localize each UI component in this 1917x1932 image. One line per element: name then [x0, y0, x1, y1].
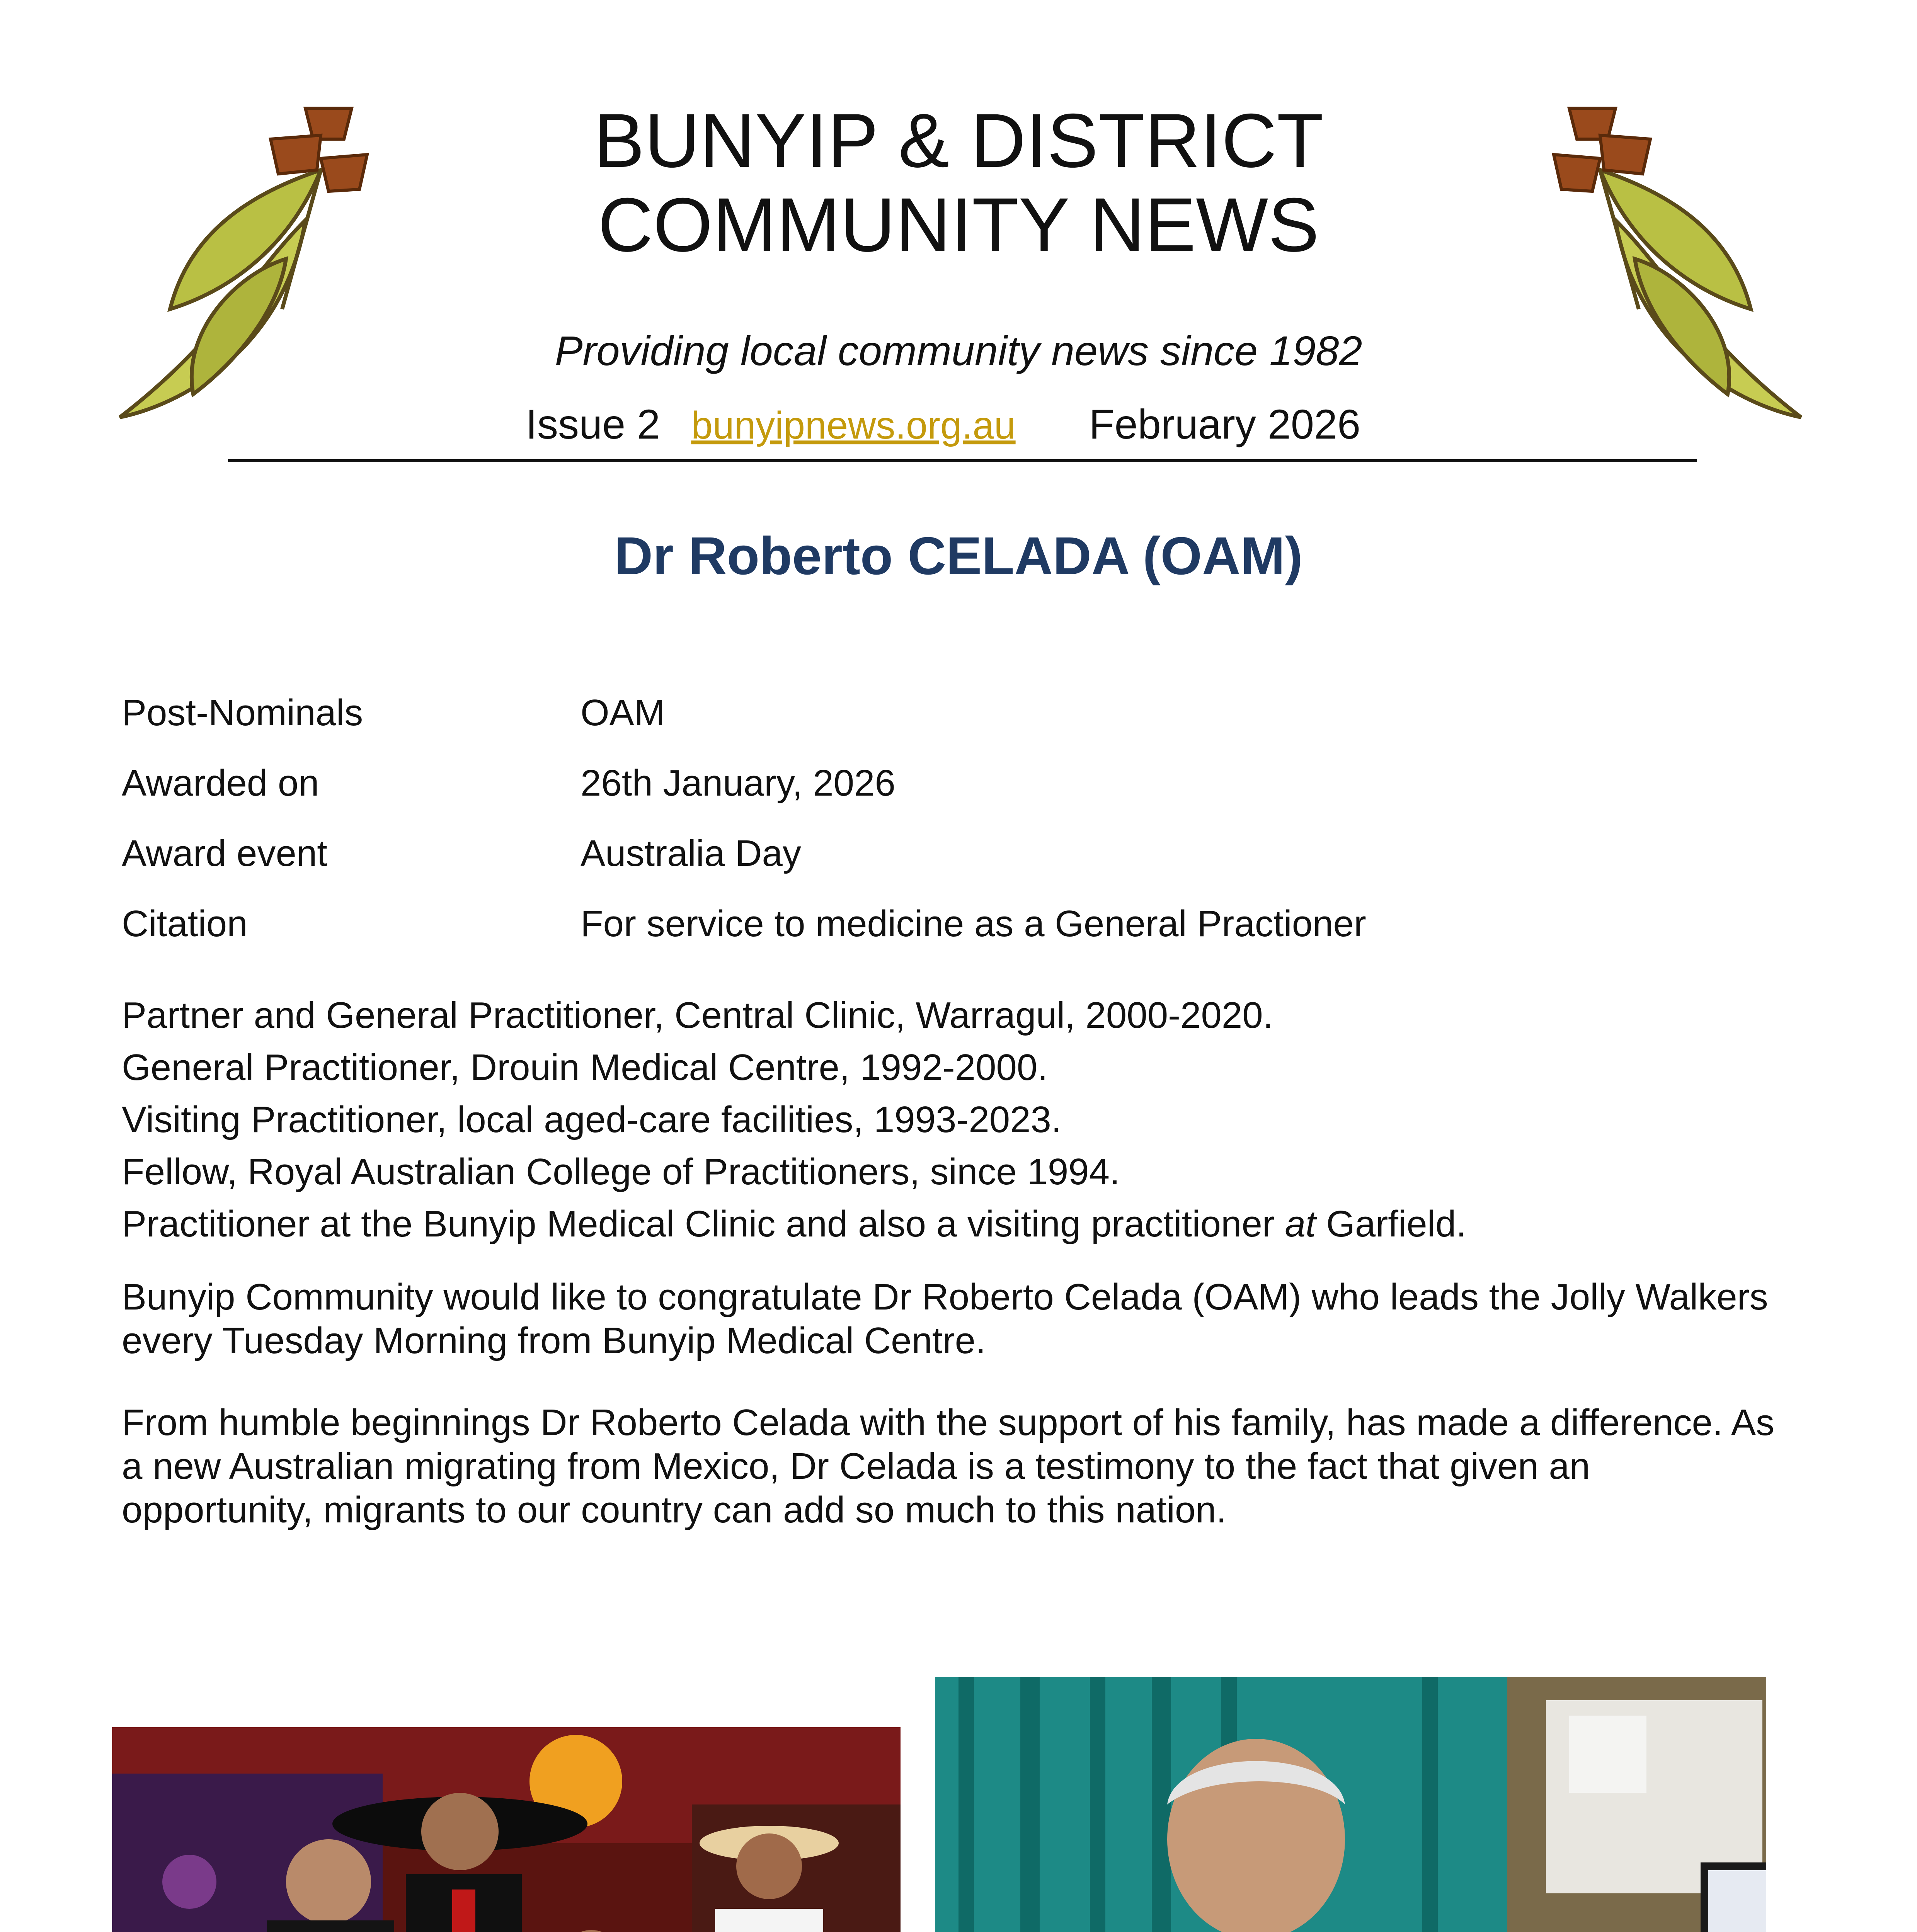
- gum-leaf-illustration-left: [104, 93, 375, 433]
- fact-value: Australia Day: [581, 833, 801, 874]
- masthead-title-line1: BUNYIP & DISTRICT: [593, 98, 1324, 183]
- masthead-title-line2: COMMUNITY NEWS: [598, 182, 1319, 267]
- website-link[interactable]: bunyipnews.org.au: [691, 404, 1016, 447]
- masthead-divider: [228, 459, 1697, 462]
- fact-row: [122, 832, 1366, 903]
- doctor-photo: [935, 1677, 1766, 1932]
- fact-value: For service to medicine as a General Practioner: [581, 903, 1366, 944]
- fact-row: [122, 903, 1366, 973]
- issue-number: Issue 2: [526, 401, 661, 447]
- background-paragraph: From humble beginnings Dr Roberto Celada with the support of his family, has made a difference. As a new Australian migrating from Mexico, Dr Celada is a testimony to the fact that given an opportunity, migrants to our country can add so much to this nation.: [122, 1402, 1774, 1531]
- article-headline: Dr Roberto CELADA (OAM): [614, 526, 1303, 586]
- issue-line: [526, 400, 1360, 448]
- fact-label: Citation: [122, 903, 248, 944]
- gum-leaf-illustration-right: [1546, 93, 1817, 433]
- family-photo: [112, 1727, 901, 1932]
- position-item-last: Practitioner at the Bunyip Medical Clinic and also a visiting practitioner at Garfield.: [122, 1203, 1467, 1245]
- fact-value: 26th January, 2026: [581, 762, 896, 804]
- fact-label: Post-Nominals: [122, 692, 363, 733]
- masthead-title: [386, 99, 1531, 267]
- position-item: Fellow, Royal Australian College of Practitioners, since 1994.: [122, 1151, 1120, 1192]
- congratulations-paragraph: Bunyip Community would like to congratulate Dr Roberto Celada (OAM) who leads the Jolly Walkers every Tuesday Morning from Bunyip Medical Centre.: [122, 1276, 1768, 1361]
- fact-label: Awarded on: [122, 762, 319, 804]
- issue-date: February 2026: [1089, 401, 1361, 447]
- position-item: General Practitioner, Drouin Medical Centre, 1992-2000.: [122, 1047, 1048, 1088]
- tagline: Providing local community news since 1982: [555, 327, 1362, 374]
- fact-row: [122, 762, 1366, 832]
- award-facts-table: [122, 692, 1366, 973]
- position-item: Visiting Practitioner, local aged-care facilities, 1993-2023.: [122, 1099, 1062, 1140]
- fact-label: Award event: [122, 833, 327, 874]
- fact-value: OAM: [581, 692, 665, 733]
- position-item: Partner and General Practitioner, Central Clinic, Warragul, 2000-2020.: [122, 995, 1273, 1036]
- fact-row: [122, 692, 1366, 762]
- career-positions-list: [122, 989, 1466, 1250]
